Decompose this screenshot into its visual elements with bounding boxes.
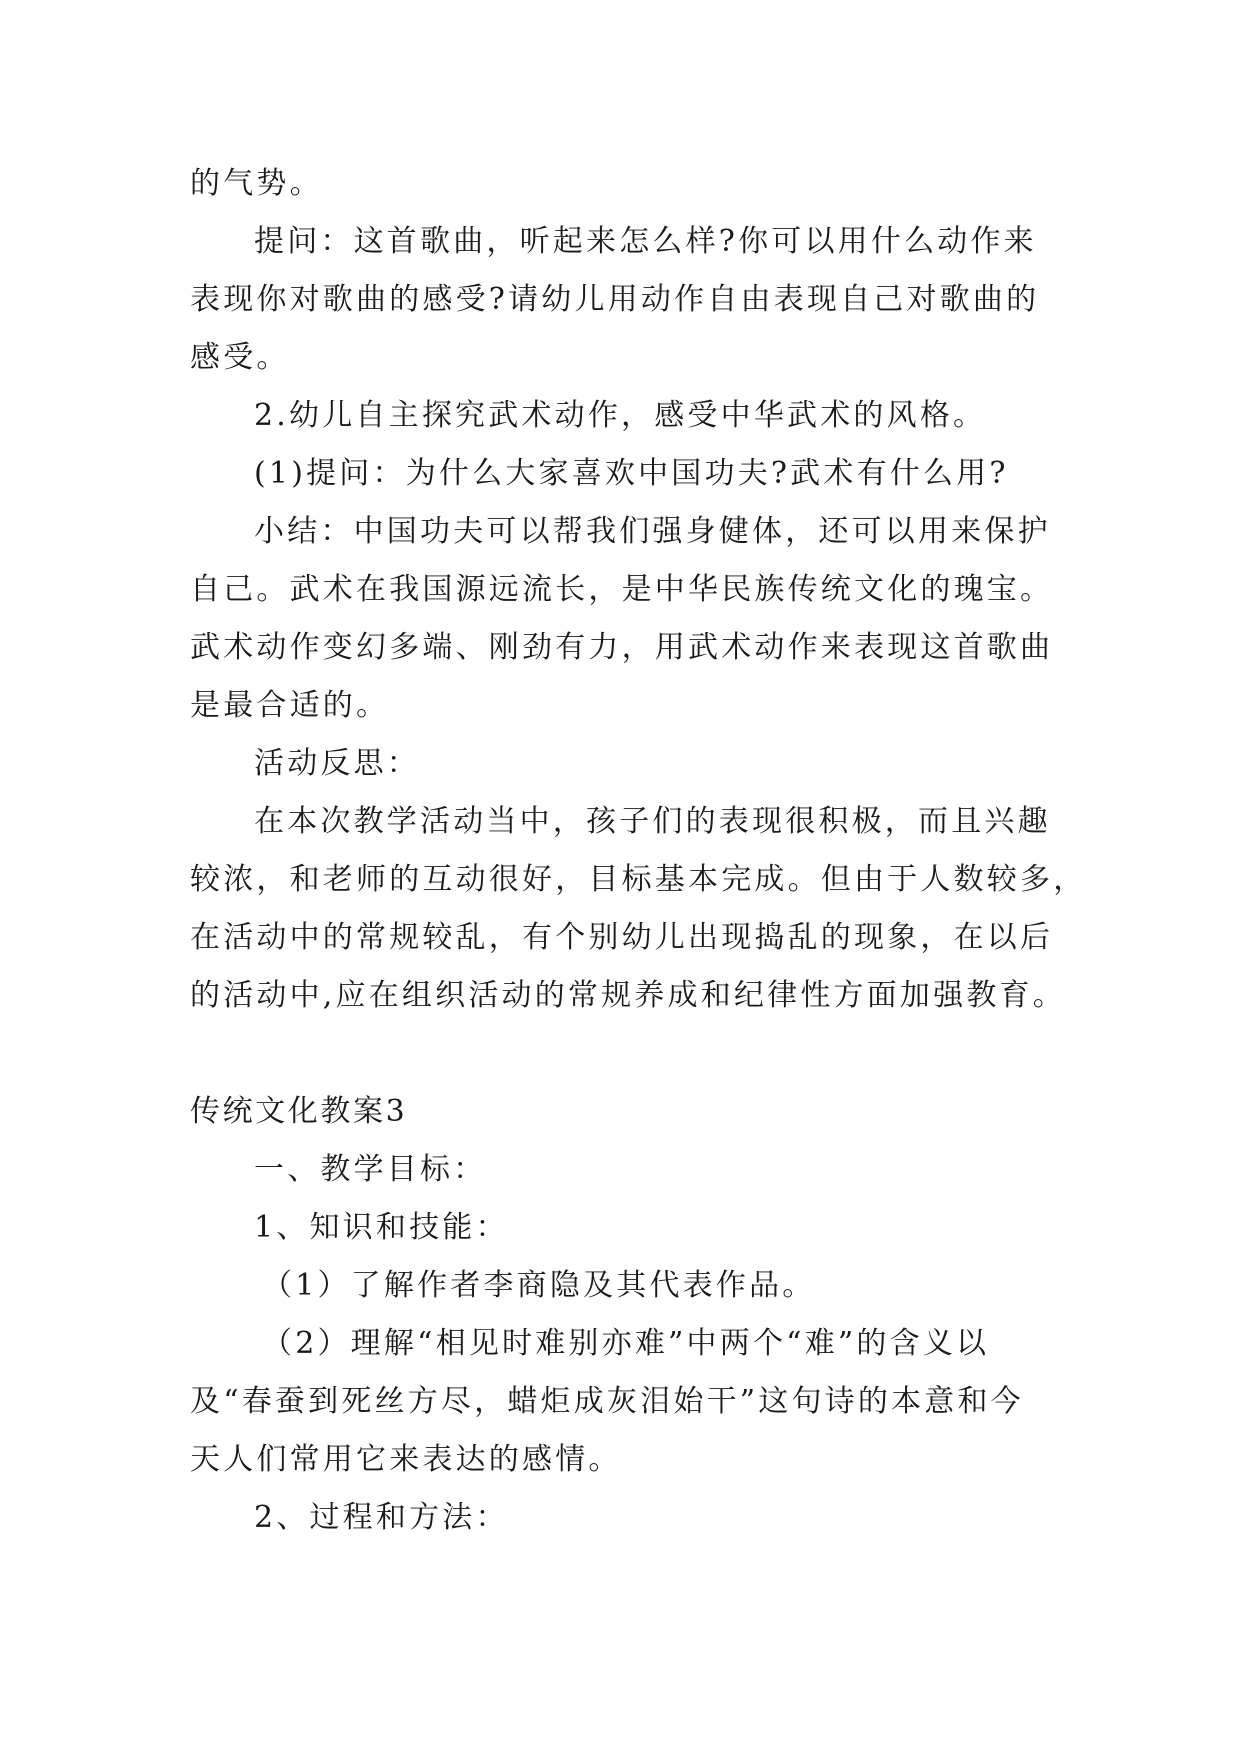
paragraph-line: 的气势。 (190, 166, 323, 201)
heading-line: 1、知识和技能： (254, 1210, 509, 1245)
paragraph-line: 在活动中的常规较乱，有个别幼儿出现捣乱的现象，在以后 (190, 920, 1054, 955)
paragraph-line: 在本次教学活动当中，孩子们的表现很积极，而且兴趣 (254, 804, 1051, 839)
paragraph-line: 是最合适的。 (190, 688, 390, 723)
paragraph-line: 小结：中国功夫可以帮我们强身健体，还可以用来保护 (254, 514, 1051, 549)
paragraph-line: 提问：这首歌曲，听起来怎么样?你可以用什么动作来 (254, 224, 1037, 259)
paragraph-line: 较浓，和老师的互动很好，目标基本完成。但由于人数较多， (190, 862, 1087, 897)
heading-line: 一、教学目标： (254, 1152, 487, 1187)
paragraph-line: 的活动中,应在组织活动的常规养成和纪律性方面加强教育。 (190, 978, 1066, 1013)
paragraph-line: 自己。武术在我国源远流长，是中华民族传统文化的瑰宝。 (190, 572, 1054, 607)
paragraph-line: 2.幼儿自主探究武术动作，感受中华武术的风格。 (254, 398, 987, 433)
paragraph-line: 及“春蚕到死丝方尽，蜡炬成灰泪始干”这句诗的本意和今 (190, 1384, 1024, 1419)
list-item: （1）了解作者李商隐及其代表作品。 (262, 1268, 816, 1303)
section-title: 传统文化教案3 (190, 1094, 408, 1129)
heading-line: 2、过程和方法： (254, 1500, 509, 1535)
list-item: （2）理解“相见时难别亦难”中两个“难”的含义以 (262, 1326, 990, 1361)
paragraph-line: (1)提问：为什么大家喜欢中国功夫?武术有什么用? (254, 456, 1009, 491)
paragraph-line: 武术动作变幻多端、刚劲有力，用武术动作来表现这首歌曲 (190, 630, 1054, 665)
paragraph-line: 表现你对歌曲的感受?请幼儿用动作自由表现自己对歌曲的 (190, 282, 1040, 317)
section-label: 活动反思： (254, 746, 420, 781)
paragraph-line: 天人们常用它来表达的感情。 (190, 1442, 622, 1477)
paragraph-line: 感受。 (190, 340, 290, 375)
